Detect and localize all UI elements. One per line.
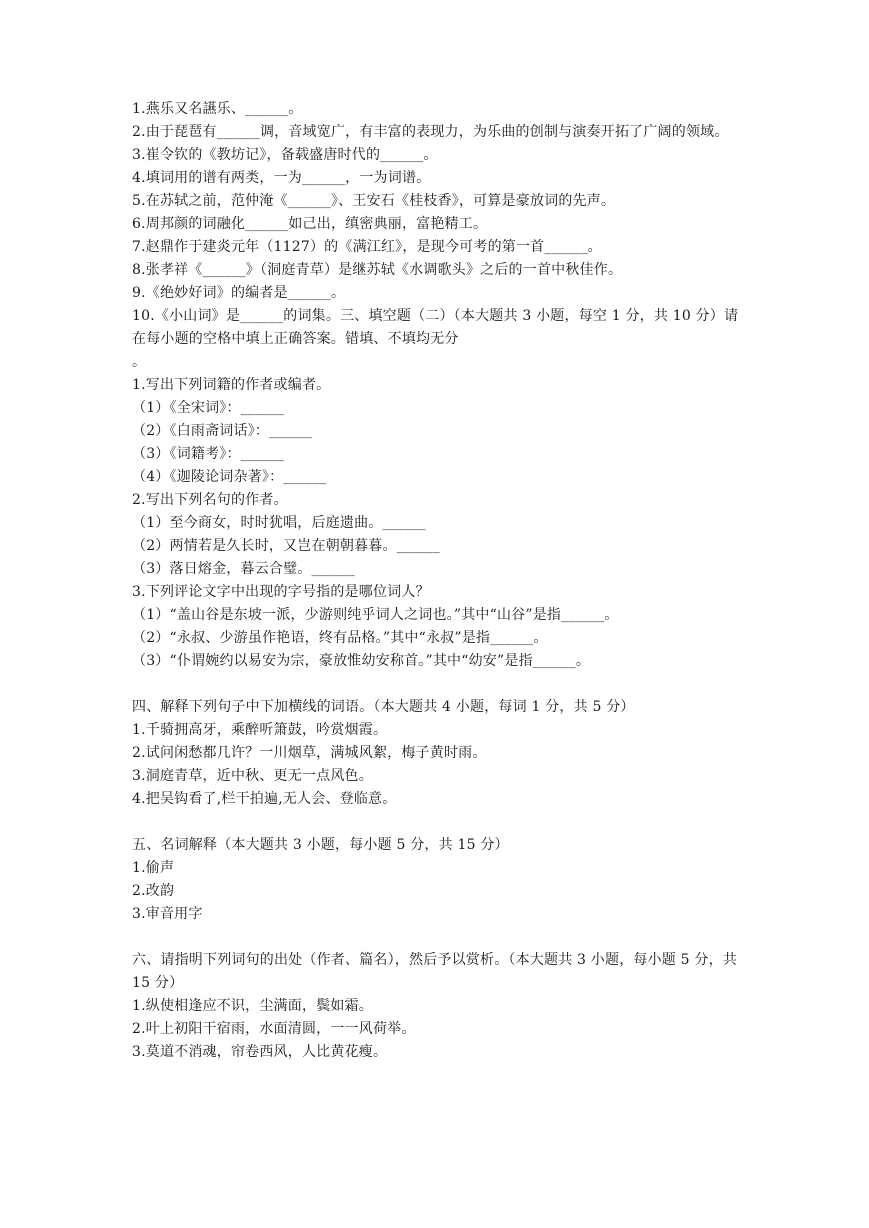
- section-5-heading: 五、名词解释（本大题共 3 小题，每小题 5 分，共 15 分）: [132, 837, 509, 853]
- q1-sub-1: （1）《全宋词》：______: [132, 400, 284, 416]
- section-6: [132, 949, 742, 1064]
- section-5-item-2: 2.改韵: [132, 883, 175, 899]
- section-4-item-2: 2.试问闲愁都几许？一川烟草，满城风絮，梅子黄时雨。: [132, 745, 487, 761]
- section-4-heading: 四、解释下列句子中下加横线的词语。（本大题共 4 小题，每词 1 分，共 5 分）: [132, 699, 635, 715]
- section-6-item-1: 1.纵使相逢应不识，尘满面，鬓如霜。: [132, 998, 373, 1014]
- q1-sub-2: （2）《白雨斋词话》：______: [132, 423, 313, 439]
- stray-period: 。: [132, 354, 147, 370]
- q2-sub-1: （1）至今商女，时时犹唱，后庭遗曲。______: [132, 515, 426, 531]
- section-5: [132, 834, 742, 926]
- q3-stem: 3.下列评论文字中出现的字号指的是哪位词人？: [132, 584, 430, 600]
- exam-document: [132, 98, 742, 1064]
- section-4-item-1: 1.千骑拥高牙，乘醉听箫鼓，吟赏烟霞。: [132, 722, 388, 738]
- question-4: 4.填词用的谱有两类，一为______，一为词谱。: [132, 170, 431, 186]
- section-6-item-2: 2.叶上初阳干宿雨，水面清圆，一一风荷举。: [132, 1021, 416, 1037]
- section-6-heading: 六、请指明下列词句的出处（作者、篇名），然后予以赏析。（本大题共 3 小题，每小题 5 分，共 15 分）: [132, 952, 738, 991]
- question-1: 1.燕乐又名讌乐、______。: [132, 101, 303, 117]
- fill-blank-two: [132, 374, 742, 673]
- q1-sub-3: （3）《词籍考》：______: [132, 446, 284, 462]
- question-7: 7.赵鼎作于建炎元年（1127）的《满江红》，是现今可考的第一首______。: [132, 239, 602, 255]
- q1-stem: 1.写出下列词籍的作者或编者。: [132, 377, 331, 393]
- section-gap: [132, 811, 742, 834]
- question-3: 3.崔令钦的《教坊记》，备载盛唐时代的______。: [132, 147, 438, 163]
- section-4-item-3: 3.洞庭青草，近中秋、更无一点风色。: [132, 768, 373, 784]
- q2-stem: 2.写出下列名句的作者。: [132, 492, 288, 508]
- question-10-with-section-heading: 10.《小山词》是______的词集。三、填空题（二）（本大题共 3 小题，每空 1 分，共 10 分）请在每小题的空格中填上正确答案。错填、不填均无分: [132, 308, 739, 347]
- q3-sub-1: （1）“盖山谷是东坡一派，少游则纯乎词人之词也。”其中“山谷”是指______。: [132, 607, 619, 623]
- q2-sub-3: （3）落日熔金，暮云合璧。______: [132, 561, 355, 577]
- q3-sub-3: （3）“仆谓婉约以易安为宗，豪放惟幼安称首。”其中“幼安”是指______。: [132, 653, 591, 669]
- section-4-item-4: 4.把吴钩看了,栏干拍遍,无人会、登临意。: [132, 791, 397, 807]
- section-5-item-1: 1.偷声: [132, 860, 175, 876]
- section-5-item-3: 3.审音用字: [132, 906, 203, 922]
- section-gap: [132, 673, 742, 696]
- section-4: [132, 696, 742, 811]
- q2-sub-2: （2）两情若是久长时，又岂在朝朝暮暮。______: [132, 538, 440, 554]
- question-9: 9.《绝妙好词》的编者是______。: [132, 285, 346, 301]
- question-8: 8.张孝祥《______》（洞庭青草）是继苏轼《水调歌头》之后的一首中秋佳作。: [132, 262, 623, 278]
- fill-blank-list: [132, 98, 742, 374]
- section-6-item-3: 3.莫道不消魂，帘卷西风，人比黄花瘦。: [132, 1044, 388, 1060]
- question-6: 6.周邦颜的词融化______如己出，缜密典丽，富艳精工。: [132, 216, 488, 232]
- question-2: 2.由于琵琶有______调，音域宽广，有丰富的表现力，为乐曲的创制与演奏开拓了广阔的领域。: [132, 124, 729, 140]
- q3-sub-2: （2）“永叔、少游虽作艳语，终有品格。”其中“永叔”是指______。: [132, 630, 548, 646]
- section-gap: [132, 926, 742, 949]
- question-5: 5.在苏轼之前，范仲淹《______》、王安石《桂枝香》，可算是豪放词的先声。: [132, 193, 616, 209]
- q1-sub-4: （4）《迦陵论词杂著》：______: [132, 469, 327, 485]
